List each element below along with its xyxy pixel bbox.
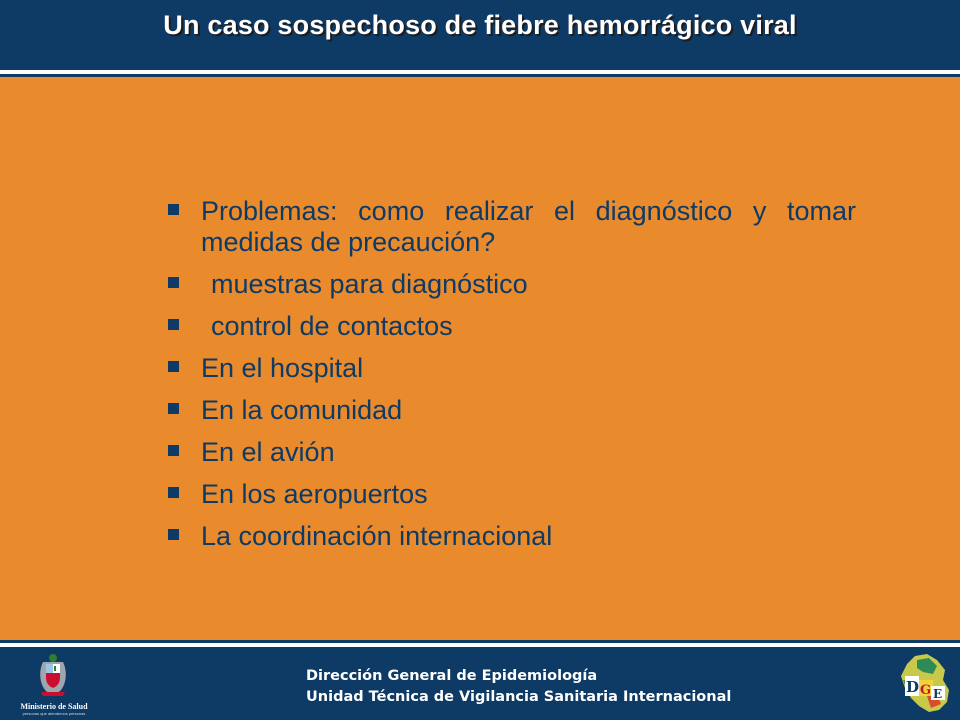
bullet-item	[168, 479, 856, 510]
bullet-item	[168, 311, 856, 342]
bullet-item	[168, 353, 856, 384]
square-bullet-icon	[168, 445, 179, 456]
bullet-text: En el avión	[201, 437, 335, 467]
bullet-item	[168, 269, 856, 300]
header-bar	[0, 0, 960, 70]
ministry-logo	[8, 650, 100, 718]
bullet-text: Problemas: como realizar el diagnóstico y tomar medidas de precaución?	[201, 196, 856, 257]
square-bullet-icon	[168, 529, 179, 540]
square-bullet-icon	[168, 204, 179, 215]
peru-coat-of-arms-icon	[35, 652, 71, 700]
bullet-item	[168, 196, 856, 258]
bullet-text: En la comunidad	[201, 395, 403, 425]
square-bullet-icon	[168, 319, 179, 330]
dge-letter-d: D	[906, 678, 920, 696]
square-bullet-icon	[168, 487, 179, 498]
bullet-item	[168, 521, 856, 552]
bullet-item	[168, 395, 856, 426]
square-bullet-icon	[168, 277, 179, 288]
bullet-text: control de contactos	[211, 311, 453, 341]
dge-letter-e: E	[933, 687, 943, 701]
dge-letter-g: G	[920, 683, 932, 698]
bullet-text: muestras para diagnóstico	[211, 269, 528, 299]
header-divider-navy	[0, 74, 960, 77]
footer-caption	[306, 666, 731, 708]
bullet-text: En los aeropuertos	[201, 479, 428, 509]
dge-peru-map-icon	[893, 652, 955, 714]
bullet-text: En el hospital	[201, 353, 364, 383]
footer-bar	[0, 647, 960, 720]
bullet-list	[168, 196, 856, 563]
square-bullet-icon	[168, 403, 179, 414]
slide-title: Un caso sospechoso de fiebre hemorrágico viral	[163, 10, 797, 40]
ministry-tagline: personas que atendemos personas	[22, 711, 86, 716]
bullet-item	[168, 437, 856, 468]
bullet-text: La coordinación internacional	[201, 521, 553, 551]
square-bullet-icon	[168, 361, 179, 372]
footer-line-1: Dirección General de Epidemiología	[306, 668, 598, 684]
ministry-label: Ministerio de Salud	[20, 702, 88, 711]
footer-line-2: Unidad Técnica de Vigilancia Sanitaria Internacional	[306, 689, 732, 705]
